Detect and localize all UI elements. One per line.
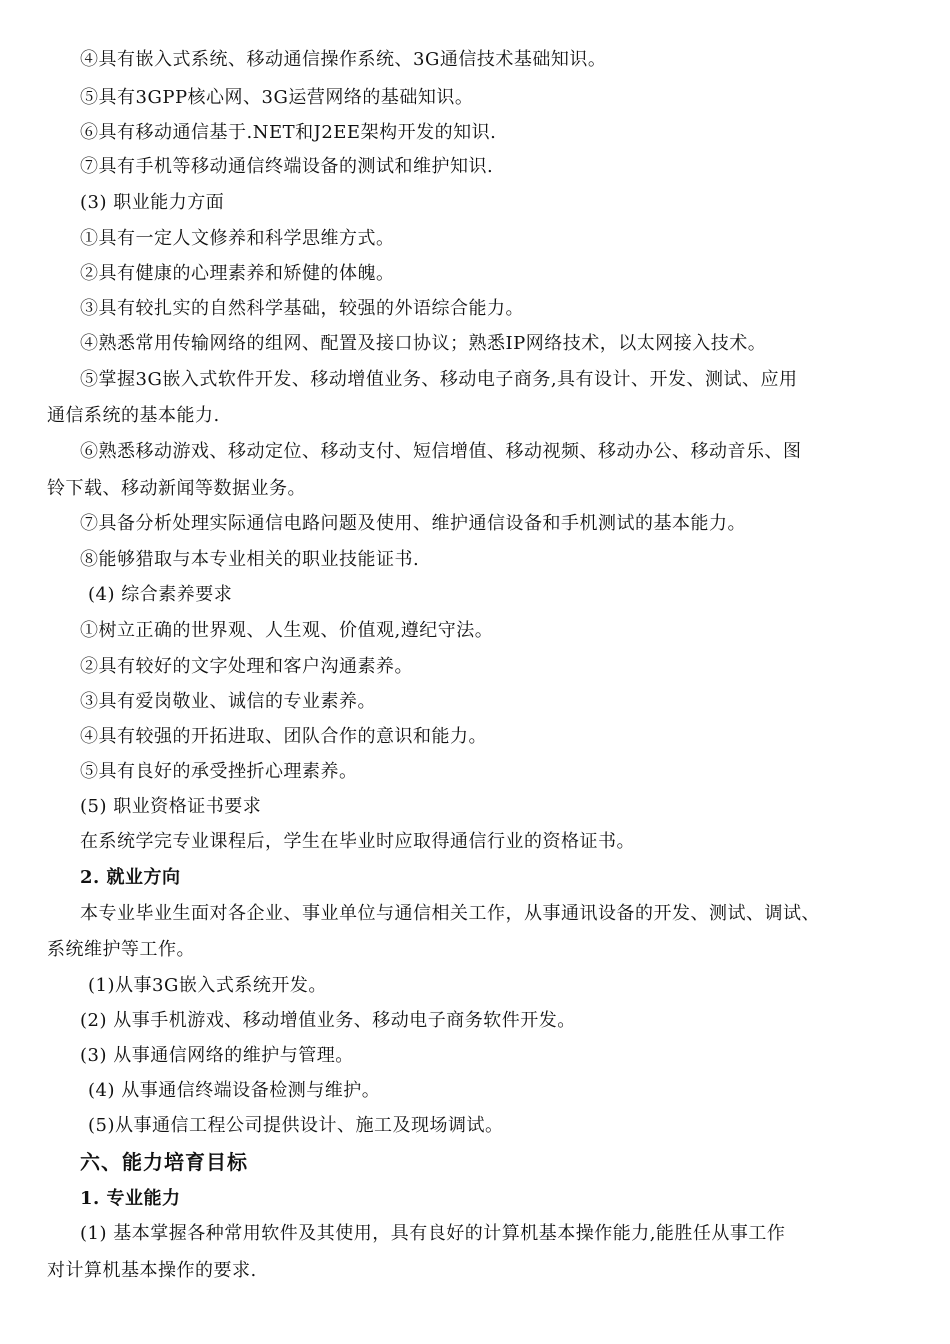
list-item: (4) 从事通信终端设备检测与维护。	[88, 1080, 381, 1101]
list-item: (3) 从事通信网络的维护与管理。	[80, 1045, 354, 1066]
text-line: 系统维护等工作。	[47, 939, 195, 960]
text-line: ④具有嵌入式系统、移动通信操作系统、3G通信技术基础知识。	[80, 49, 607, 70]
list-item: (5)从事通信工程公司提供设计、施工及现场调试。	[88, 1115, 504, 1136]
text-line: ②具有较好的文字处理和客户沟通素养。	[80, 656, 413, 677]
subsection-heading: (4) 综合素养要求	[88, 584, 233, 605]
text-line: ⑧能够猎取与本专业相关的职业技能证书.	[80, 549, 420, 570]
text-line: ⑦具备分析处理实际通信电路问题及使用、维护通信设备和手机测试的基本能力。	[80, 513, 746, 534]
subsection-heading: (3) 职业能力方面	[80, 192, 225, 213]
text-line: 本专业毕业生面对各企业、事业单位与通信相关工作，从事通讯设备的开发、测试、调试、	[80, 903, 820, 924]
text-line: ③具有较扎实的自然科学基础，较强的外语综合能力。	[80, 298, 524, 319]
text-line: 在系统学完专业课程后，学生在毕业时应取得通信行业的资格证书。	[80, 831, 635, 852]
text-line: ⑤掌握3G嵌入式软件开发、移动增值业务、移动电子商务,具有设计、开发、测试、应用	[80, 369, 798, 390]
list-item: (1)从事3G嵌入式系统开发。	[88, 975, 327, 996]
text-line: ①树立正确的世界观、人生观、价值观,遵纪守法。	[80, 620, 494, 641]
section-heading: 1. 专业能力	[80, 1188, 181, 1209]
text-line: ⑦具有手机等移动通信终端设备的测试和维护知识.	[80, 156, 494, 177]
text-line: ⑤具有良好的承受挫折心理素养。	[80, 761, 358, 782]
text-line: 通信系统的基本能力.	[47, 405, 220, 426]
list-item: (2) 从事手机游戏、移动增值业务、移动电子商务软件开发。	[80, 1010, 576, 1031]
text-line: 铃下载、移动新闻等数据业务。	[47, 478, 306, 499]
subsection-heading: (5) 职业资格证书要求	[80, 796, 262, 817]
text-line: ③具有爱岗敬业、诚信的专业素养。	[80, 691, 376, 712]
text-line: ⑥具有移动通信基于.NET和J2EE架构开发的知识.	[80, 122, 497, 143]
chapter-heading: 六、能力培育目标	[80, 1150, 248, 1174]
section-heading: 2. 就业方向	[80, 867, 181, 888]
text-line: (1) 基本掌握各种常用软件及其使用，具有良好的计算机基本操作能力,能胜任从事工作	[80, 1223, 786, 1244]
text-line: ⑤具有3GPP核心网、3G运营网络的基础知识。	[80, 87, 474, 108]
text-line: ②具有健康的心理素养和矫健的体魄。	[80, 263, 395, 284]
text-line: 对计算机基本操作的要求.	[47, 1260, 257, 1281]
text-line: ④熟悉常用传输网络的组网、配置及接口协议；熟悉IP网络技术，以太网接入技术。	[80, 333, 767, 354]
text-line: ⑥熟悉移动游戏、移动定位、移动支付、短信增值、移动视频、移动办公、移动音乐、图	[80, 441, 802, 462]
text-line: ①具有一定人文修养和科学思维方式。	[80, 228, 395, 249]
text-line: ④具有较强的开拓进取、团队合作的意识和能力。	[80, 726, 487, 747]
